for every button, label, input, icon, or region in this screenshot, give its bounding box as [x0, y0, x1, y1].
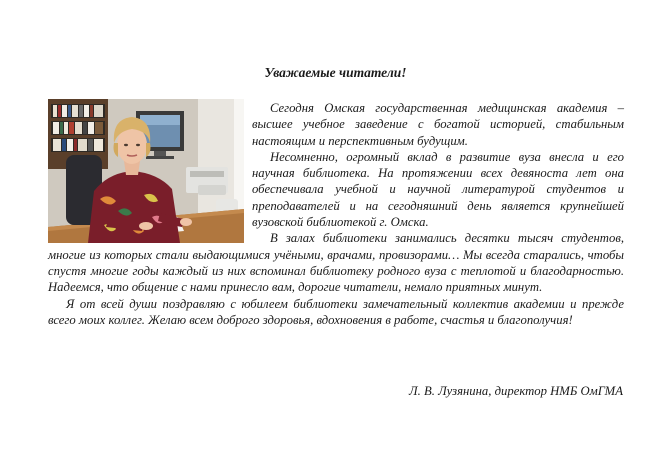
paragraph-1: Сегодня Омская государственная медицинская академия – высшее учебное заведение с богатой историей, стабильным настоящим и перспективным будущим. [252, 101, 624, 148]
letter-heading: Уважаемые читатели! [264, 65, 407, 80]
paragraph-2: Несомненно, огромный вклад в развитие вуза внесла и его научная библиотека. На протяжении всех девяноста лет она обеспечивала учебной и научной литературой студентов и преподавателей и на сегодняшний день является крупнейшей вузовской библиотекой г. Омска. [252, 149, 624, 230]
paragraph-4: Я от всей души поздравляю с юбилеем библиотеки замечательный коллектив академии и прежде всего моих коллег. Желаю всем доброго здоровья, вдохновения в работе, счастья и благополучия! [48, 296, 624, 327]
photo-spacer [48, 100, 252, 245]
letter-body [48, 100, 624, 328]
paragraph-3: В залах библиотеки занимались десятки тысяч студентов, многие из которых стали выдающимися учёными, врачами, провизорами… Мы всегда старались, чтобы спустя многие годы каждый из них вспоминал библиотеку родного вуза с теплотой и благодарностью. Надеемся, что общение с нами принесло вам, дорогие читатели, немало приятных минут. [48, 231, 624, 295]
signature-line: Л. В. Лузянина, директор НМБ ОмГМА [409, 384, 623, 398]
